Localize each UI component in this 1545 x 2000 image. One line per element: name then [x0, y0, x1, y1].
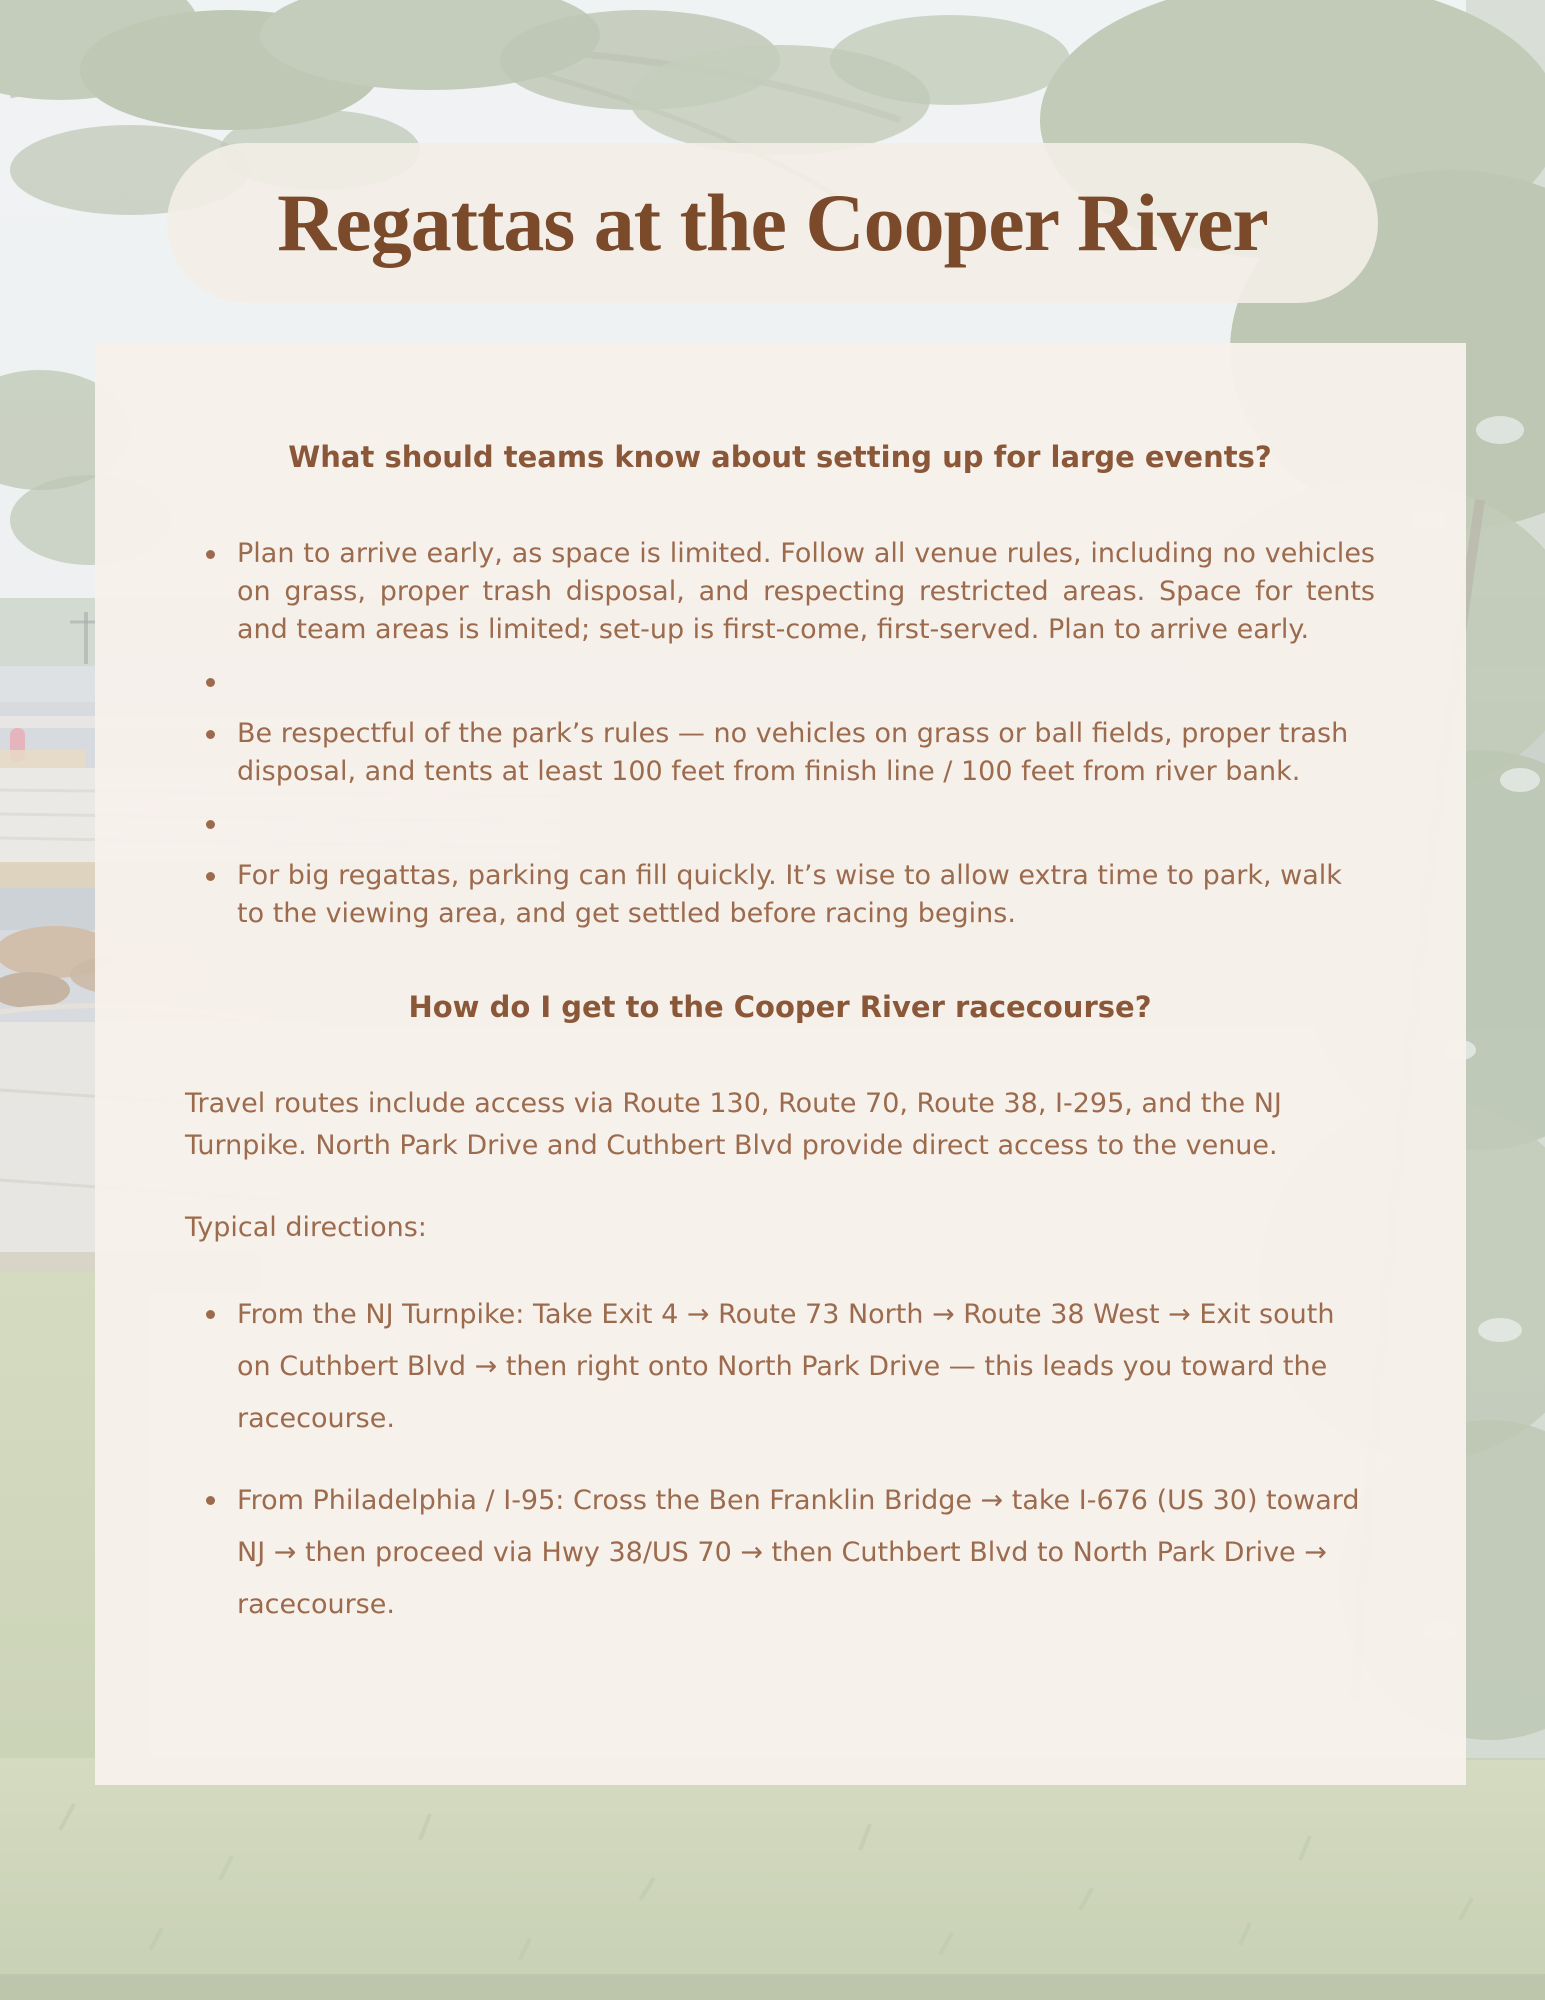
setup-bullet-list	[185, 535, 1375, 933]
page-title: Regattas at the Cooper River	[277, 177, 1268, 268]
list-item-text: For big regattas, parking can fill quickly. It’s wise to allow extra time to park, walk to the viewing area, and get settled before racing begins.	[237, 860, 1342, 929]
list-item-text: From the NJ Turnpike: Take Exit 4 → Route 73 North → Route 38 West → Exit south on Cuthbert Blvd → then right onto North Park Drive — this leads you toward the racecourse.	[237, 1299, 1335, 1434]
list-item	[185, 857, 1375, 933]
list-item-text: From Philadelphia / I-95: Cross the Ben Franklin Bridge → take I-676 (US 30) toward NJ → then proceed via Hwy 38/US 70 → then Cuthbert Blvd to North Park Drive → racecourse.	[237, 1485, 1360, 1620]
setup-section-heading: What should teams know about setting up for large events?	[288, 440, 1272, 474]
list-item-text: Plan to arrive early, as space is limited. Follow all venue rules, including no vehicles on grass, proper trash disposal, and respecting restricted areas. Space for tents and team areas is limited; set-up is first-come, first-served. Plan to arrive early.	[237, 538, 1375, 645]
list-item-empty	[185, 805, 1375, 843]
list-item	[185, 1475, 1375, 1631]
list-item-text: Be respectful of the park’s rules — no vehicles on grass or ball fields, proper trash disposal, and tents at least 100 feet from finish line / 100 feet from river bank.	[237, 718, 1349, 787]
title-banner	[167, 143, 1378, 303]
list-item	[185, 535, 1375, 649]
travel-section-heading: How do I get to the Cooper River racecourse?	[408, 990, 1152, 1024]
list-item-empty	[185, 663, 1375, 701]
list-item	[185, 715, 1375, 791]
travel-intro-paragraph: Travel routes include access via Route 130, Route 70, Route 38, I-295, and the NJ Turnpike. North Park Drive and Cuthbert Blvd provide direct access to the venue.	[185, 1088, 1282, 1161]
list-item	[185, 1289, 1375, 1445]
directions-bullet-list	[185, 1289, 1375, 1631]
directions-label: Typical directions:	[185, 1212, 427, 1243]
content-card	[95, 343, 1466, 1785]
